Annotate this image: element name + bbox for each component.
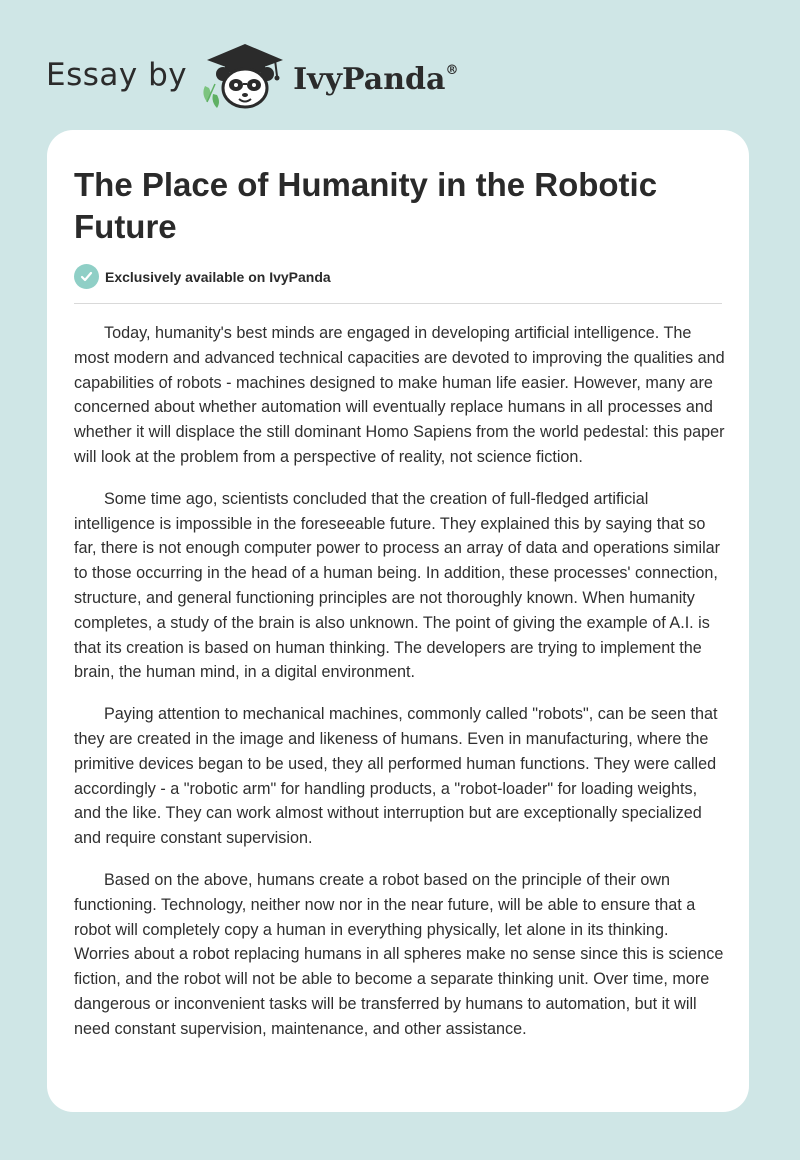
paragraph: Paying attention to mechanical machines, commonly called "robots", can be seen that they are created in the image and likeness of humans. Even in manufacturing, where the primitive devices began to be used, they all performed human functions. They were called accordingly - a "robotic arm" for handling products, a "robot-loader" for loading weights, and the like. They can work almost without interruption but are exceptionally specialized and require constant supervision. [74,705,718,848]
essay-card [47,130,749,1112]
brand-name[interactable]: IvyPanda® [293,61,459,97]
essay-body [74,321,726,1059]
panda-graduate-logo-icon[interactable] [199,40,285,110]
paragraph: Based on the above, humans create a robot based on the principle of their own functioning. Technology, neither now nor in the near future, will be able to ensure that a robot will completely copy a human in everything physically, let alone in its thinking. Worries about a robot replacing humans in all spheres make no sense since this is science fiction, and the robot will not be able to become a separate thinking unit. Over time, more dangerous or inconvenient tasks will be transferred by humans to automation, but it will need constant supervision, maintenance, and other assistance. [74,870,724,1038]
exclusive-label: Exclusively available on IvyPanda [105,268,331,285]
check-circle-icon [74,264,99,289]
page-title: The Place of Humanity in the Robotic Future [74,166,658,245]
paragraph: Today, humanity's best minds are engaged in developing artificial intelligence. The most modern and advanced technical capacities are devoted to improving the qualities and capabilities of robots - machines designed to make human life easier. However, many are concerned about whether automation will eventually replace humans in all processes and whether it will displace the still dominant Homo Sapiens from the world pedestal: this paper will look at the problem from a perspective of reality, not science fiction. [74,324,725,466]
essay-by-label: Essay by [46,57,188,93]
divider [74,303,722,304]
site-header [46,40,458,110]
paragraph: Some time ago, scientists concluded that the creation of full-fledged artificial intelligence is impossible in the foreseeable future. They explained this by saying that so far, there is not enough computer power to process an array of data and operations similar to those occurring in the head of a human being. In addition, these processes' connection, structure, and general functioning principles are not thoroughly known. When humanity completes, a study of the brain is also unknown. The point of giving the example of A.I. is that its creation is based on human thinking. The developers are trying to implement the brain, the human mind, in a digital environment. [74,489,721,682]
exclusive-badge [74,264,331,289]
